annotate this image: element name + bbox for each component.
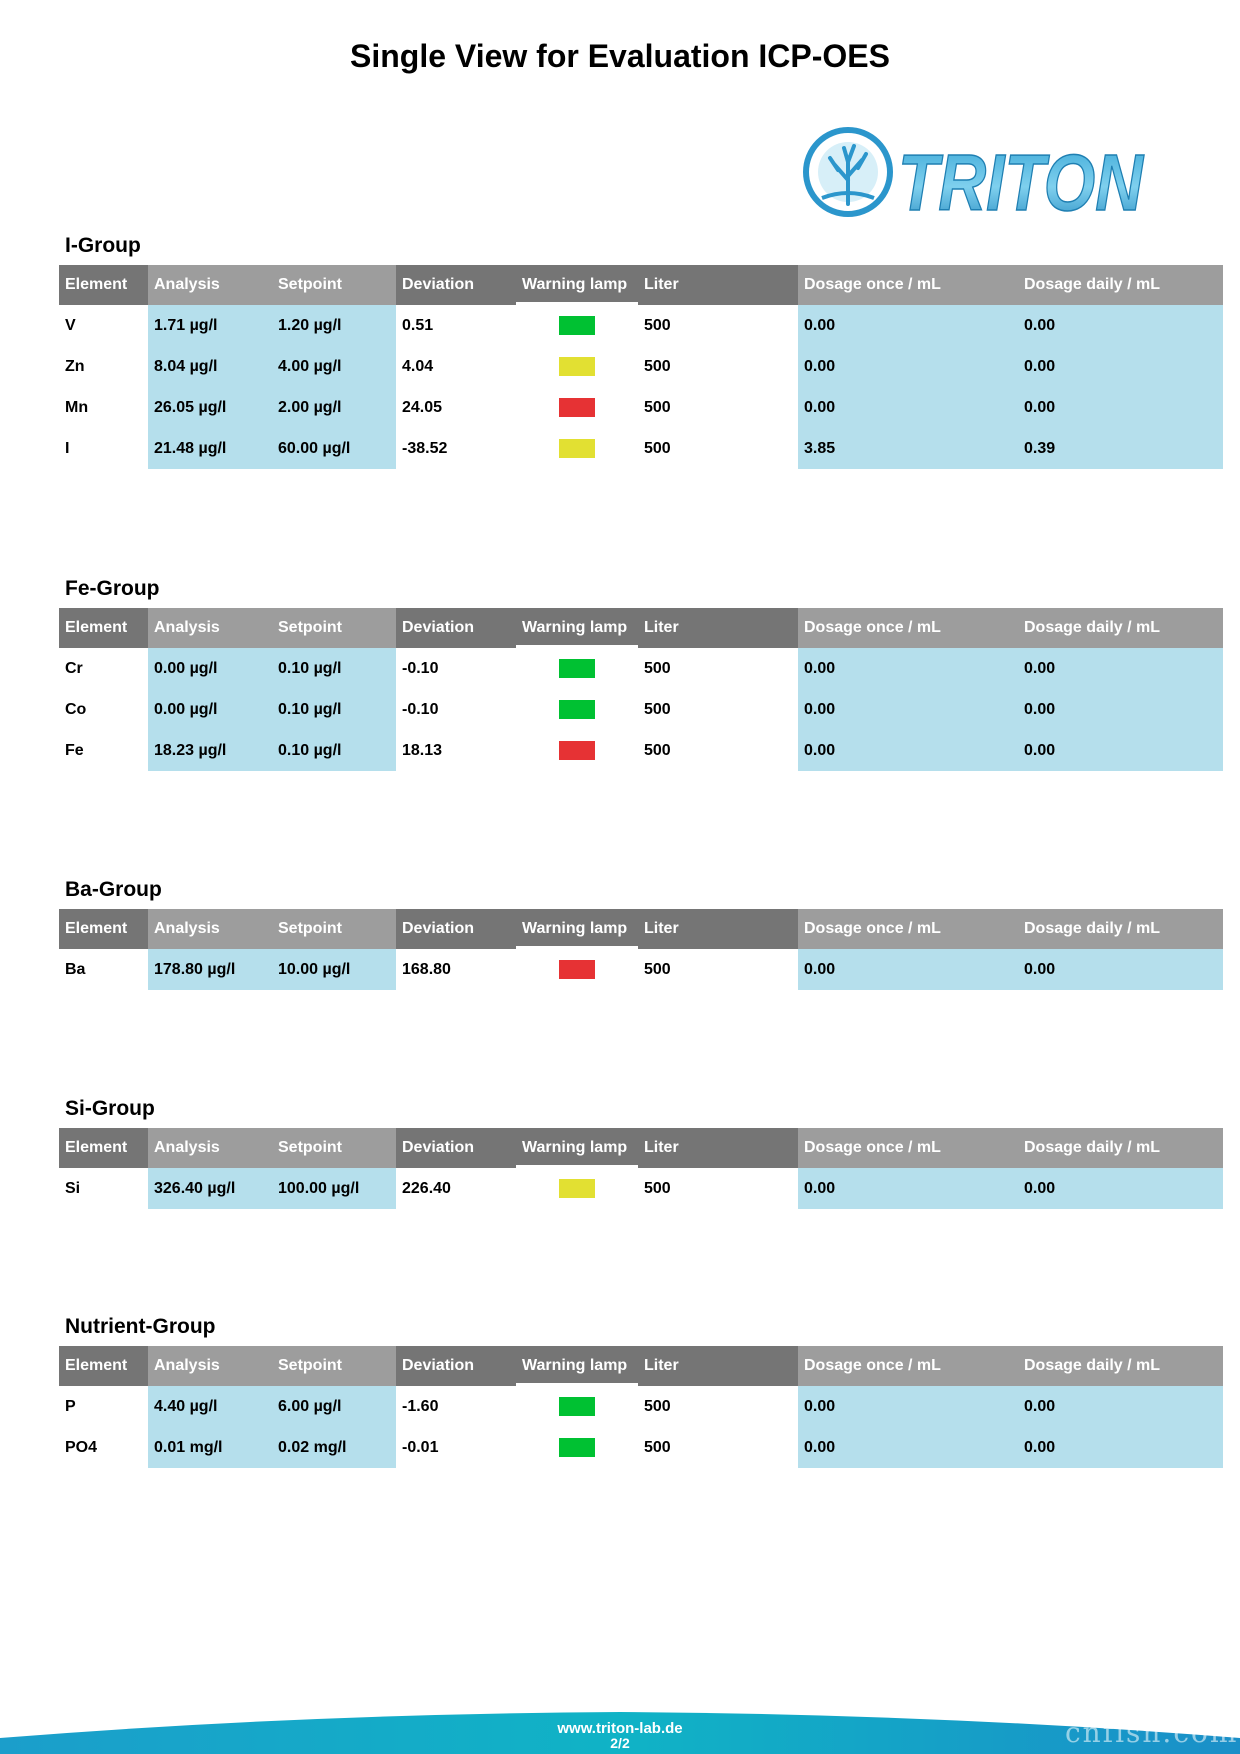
setpoint-cell: 0.10 µg/l xyxy=(272,689,396,730)
setpoint-cell: 10.00 µg/l xyxy=(272,949,396,990)
warning-lamp-cell xyxy=(516,1168,638,1209)
dosage-once-cell: 0.00 xyxy=(798,689,1018,730)
table-row xyxy=(59,346,1223,387)
analysis-cell: 21.48 µg/l xyxy=(148,428,272,469)
group-table xyxy=(59,608,1223,771)
table-row xyxy=(59,1386,1223,1427)
table-row xyxy=(59,730,1223,771)
dosage-daily-cell: 0.00 xyxy=(1018,1168,1223,1209)
group-title: I-Group xyxy=(65,234,141,257)
analysis-cell: 326.40 µg/l xyxy=(148,1168,272,1209)
dosage-once-cell: 0.00 xyxy=(798,1427,1018,1468)
dosage-daily-cell: 0.39 xyxy=(1018,428,1223,469)
warning-lamp-green xyxy=(559,1438,595,1457)
table-header-row xyxy=(59,608,1223,648)
liter-cell: 500 xyxy=(644,398,671,416)
liter-cell: 500 xyxy=(644,1179,671,1197)
group-table xyxy=(59,1128,1223,1209)
element-cell: PO4 xyxy=(65,1438,98,1456)
setpoint-cell: 2.00 µg/l xyxy=(272,387,396,428)
group-title: Nutrient-Group xyxy=(65,1315,216,1338)
deviation-header: Deviation xyxy=(396,608,516,648)
table-row xyxy=(59,689,1223,730)
footer-url[interactable]: www.triton-lab.de xyxy=(557,1720,683,1737)
warning-lamp-green xyxy=(559,659,595,678)
liter-cell: 500 xyxy=(644,357,671,375)
dosage-once-header: Dosage once / mL xyxy=(798,1346,1018,1386)
element-header: Element xyxy=(59,608,148,648)
group-title: Ba-Group xyxy=(65,878,162,901)
dosage-once-cell: 0.00 xyxy=(798,305,1018,346)
table-header-row xyxy=(59,1128,1223,1168)
setpoint-cell: 0.10 µg/l xyxy=(272,730,396,771)
dosage-once-cell: 0.00 xyxy=(798,387,1018,428)
element-cell: Co xyxy=(65,700,87,718)
deviation-cell: -0.01 xyxy=(402,1438,439,1456)
dosage-once-header: Dosage once / mL xyxy=(798,265,1018,305)
liter-header: Liter xyxy=(638,909,798,949)
group-title: Fe-Group xyxy=(65,577,160,600)
liter-header: Liter xyxy=(638,1346,798,1386)
warning-lamp-cell xyxy=(516,689,638,730)
warning-lamp-header: Warning lamp xyxy=(516,265,638,305)
setpoint-cell: 6.00 µg/l xyxy=(272,1386,396,1427)
deviation-cell: 4.04 xyxy=(402,357,434,375)
liter-header: Liter xyxy=(638,1128,798,1168)
dosage-daily-cell: 0.00 xyxy=(1018,648,1223,689)
warning-lamp-yellow xyxy=(559,439,595,458)
deviation-header: Deviation xyxy=(396,1346,516,1386)
warning-lamp-header: Warning lamp xyxy=(516,1346,638,1386)
table-row xyxy=(59,1427,1223,1468)
dosage-daily-header: Dosage daily / mL xyxy=(1018,265,1223,305)
dosage-daily-cell: 0.00 xyxy=(1018,1427,1223,1468)
dosage-daily-header: Dosage daily / mL xyxy=(1018,1346,1223,1386)
dosage-once-cell: 0.00 xyxy=(798,648,1018,689)
deviation-cell: 18.13 xyxy=(402,741,443,759)
analysis-header: Analysis xyxy=(148,1346,272,1386)
liter-header: Liter xyxy=(638,608,798,648)
warning-lamp-yellow xyxy=(559,357,595,376)
liter-cell: 500 xyxy=(644,700,671,718)
warning-lamp-cell xyxy=(516,730,638,771)
warning-lamp-red xyxy=(559,398,595,417)
warning-lamp-header: Warning lamp xyxy=(516,909,638,949)
analysis-cell: 178.80 µg/l xyxy=(148,949,272,990)
setpoint-header: Setpoint xyxy=(272,909,396,949)
deviation-cell: 24.05 xyxy=(402,398,443,416)
page-title: Single View for Evaluation ICP-OES xyxy=(350,38,890,74)
setpoint-header: Setpoint xyxy=(272,1346,396,1386)
table-row xyxy=(59,428,1223,469)
dosage-once-cell: 0.00 xyxy=(798,1168,1018,1209)
warning-lamp-header: Warning lamp xyxy=(516,608,638,648)
table-header-row xyxy=(59,265,1223,305)
element-cell: Cr xyxy=(65,659,83,677)
element-header: Element xyxy=(59,265,148,305)
element-cell: I xyxy=(65,439,70,457)
analysis-header: Analysis xyxy=(148,608,272,648)
table-header-row xyxy=(59,1346,1223,1386)
deviation-cell: 226.40 xyxy=(402,1179,451,1197)
setpoint-header: Setpoint xyxy=(272,608,396,648)
warning-lamp-cell xyxy=(516,1386,638,1427)
deviation-cell: 0.51 xyxy=(402,316,434,334)
liter-header: Liter xyxy=(638,265,798,305)
liter-cell: 500 xyxy=(644,439,671,457)
element-cell: P xyxy=(65,1397,76,1415)
dosage-daily-cell: 0.00 xyxy=(1018,387,1223,428)
analysis-header: Analysis xyxy=(148,909,272,949)
liter-cell: 500 xyxy=(644,659,671,677)
dosage-daily-cell: 0.00 xyxy=(1018,730,1223,771)
analysis-cell: 26.05 µg/l xyxy=(148,387,272,428)
table-row xyxy=(59,648,1223,689)
dosage-once-header: Dosage once / mL xyxy=(798,909,1018,949)
dosage-once-cell: 0.00 xyxy=(798,346,1018,387)
analysis-cell: 0.00 µg/l xyxy=(148,689,272,730)
dosage-daily-cell: 0.00 xyxy=(1018,305,1223,346)
dosage-daily-header: Dosage daily / mL xyxy=(1018,1128,1223,1168)
element-cell: Si xyxy=(65,1179,81,1197)
warning-lamp-green xyxy=(559,1397,595,1416)
analysis-cell: 1.71 µg/l xyxy=(148,305,272,346)
analysis-header: Analysis xyxy=(148,1128,272,1168)
setpoint-cell: 100.00 µg/l xyxy=(272,1168,396,1209)
element-cell: Fe xyxy=(65,741,84,759)
dosage-once-cell: 3.85 xyxy=(798,428,1018,469)
analysis-cell: 0.01 mg/l xyxy=(148,1427,272,1468)
liter-cell: 500 xyxy=(644,1397,671,1415)
element-cell: Ba xyxy=(65,960,86,978)
element-cell: V xyxy=(65,316,76,334)
deviation-cell: -38.52 xyxy=(402,439,448,457)
setpoint-cell: 60.00 µg/l xyxy=(272,428,396,469)
setpoint-cell: 1.20 µg/l xyxy=(272,305,396,346)
deviation-cell: -0.10 xyxy=(402,659,439,677)
setpoint-header: Setpoint xyxy=(272,265,396,305)
table-row xyxy=(59,949,1223,990)
warning-lamp-cell xyxy=(516,305,638,346)
group-table xyxy=(59,909,1223,990)
deviation-cell: -1.60 xyxy=(402,1397,439,1415)
table-row xyxy=(59,387,1223,428)
group-table xyxy=(59,265,1223,469)
analysis-cell: 0.00 µg/l xyxy=(148,648,272,689)
dosage-once-header: Dosage once / mL xyxy=(798,1128,1018,1168)
warning-lamp-cell xyxy=(516,387,638,428)
warning-lamp-cell xyxy=(516,346,638,387)
liter-cell: 500 xyxy=(644,316,671,334)
warning-lamp-cell xyxy=(516,648,638,689)
group-table xyxy=(59,1346,1223,1468)
triton-logo xyxy=(800,118,1150,227)
dosage-once-cell: 0.00 xyxy=(798,730,1018,771)
liter-cell: 500 xyxy=(644,960,671,978)
deviation-cell: -0.10 xyxy=(402,700,439,718)
deviation-header: Deviation xyxy=(396,1128,516,1168)
setpoint-cell: 0.10 µg/l xyxy=(272,648,396,689)
watermark: cnfish.com xyxy=(1065,1716,1239,1749)
table-row xyxy=(59,305,1223,346)
dosage-daily-header: Dosage daily / mL xyxy=(1018,909,1223,949)
element-cell: Zn xyxy=(65,357,85,375)
element-header: Element xyxy=(59,909,148,949)
element-header: Element xyxy=(59,1346,148,1386)
footer-page-number: 2/2 xyxy=(610,1735,630,1751)
liter-cell: 500 xyxy=(644,1438,671,1456)
dosage-once-cell: 0.00 xyxy=(798,949,1018,990)
analysis-cell: 4.40 µg/l xyxy=(148,1386,272,1427)
group-title: Si-Group xyxy=(65,1097,155,1120)
dosage-daily-header: Dosage daily / mL xyxy=(1018,608,1223,648)
warning-lamp-cell xyxy=(516,949,638,990)
dosage-once-header: Dosage once / mL xyxy=(798,608,1018,648)
analysis-cell: 18.23 µg/l xyxy=(148,730,272,771)
warning-lamp-cell xyxy=(516,1427,638,1468)
warning-lamp-green xyxy=(559,316,595,335)
warning-lamp-red xyxy=(559,741,595,760)
table-header-row xyxy=(59,909,1223,949)
analysis-header: Analysis xyxy=(148,265,272,305)
dosage-daily-cell: 0.00 xyxy=(1018,689,1223,730)
deviation-header: Deviation xyxy=(396,909,516,949)
logo-text: TRITON xyxy=(898,138,1145,227)
setpoint-cell: 4.00 µg/l xyxy=(272,346,396,387)
warning-lamp-cell xyxy=(516,428,638,469)
analysis-cell: 8.04 µg/l xyxy=(148,346,272,387)
table-row xyxy=(59,1168,1223,1209)
dosage-daily-cell: 0.00 xyxy=(1018,1386,1223,1427)
element-header: Element xyxy=(59,1128,148,1168)
dosage-daily-cell: 0.00 xyxy=(1018,346,1223,387)
warning-lamp-header: Warning lamp xyxy=(516,1128,638,1168)
setpoint-cell: 0.02 mg/l xyxy=(272,1427,396,1468)
setpoint-header: Setpoint xyxy=(272,1128,396,1168)
warning-lamp-red xyxy=(559,960,595,979)
warning-lamp-yellow xyxy=(559,1179,595,1198)
liter-cell: 500 xyxy=(644,741,671,759)
dosage-once-cell: 0.00 xyxy=(798,1386,1018,1427)
warning-lamp-green xyxy=(559,700,595,719)
deviation-cell: 168.80 xyxy=(402,960,451,978)
deviation-header: Deviation xyxy=(396,265,516,305)
element-cell: Mn xyxy=(65,398,89,416)
dosage-daily-cell: 0.00 xyxy=(1018,949,1223,990)
